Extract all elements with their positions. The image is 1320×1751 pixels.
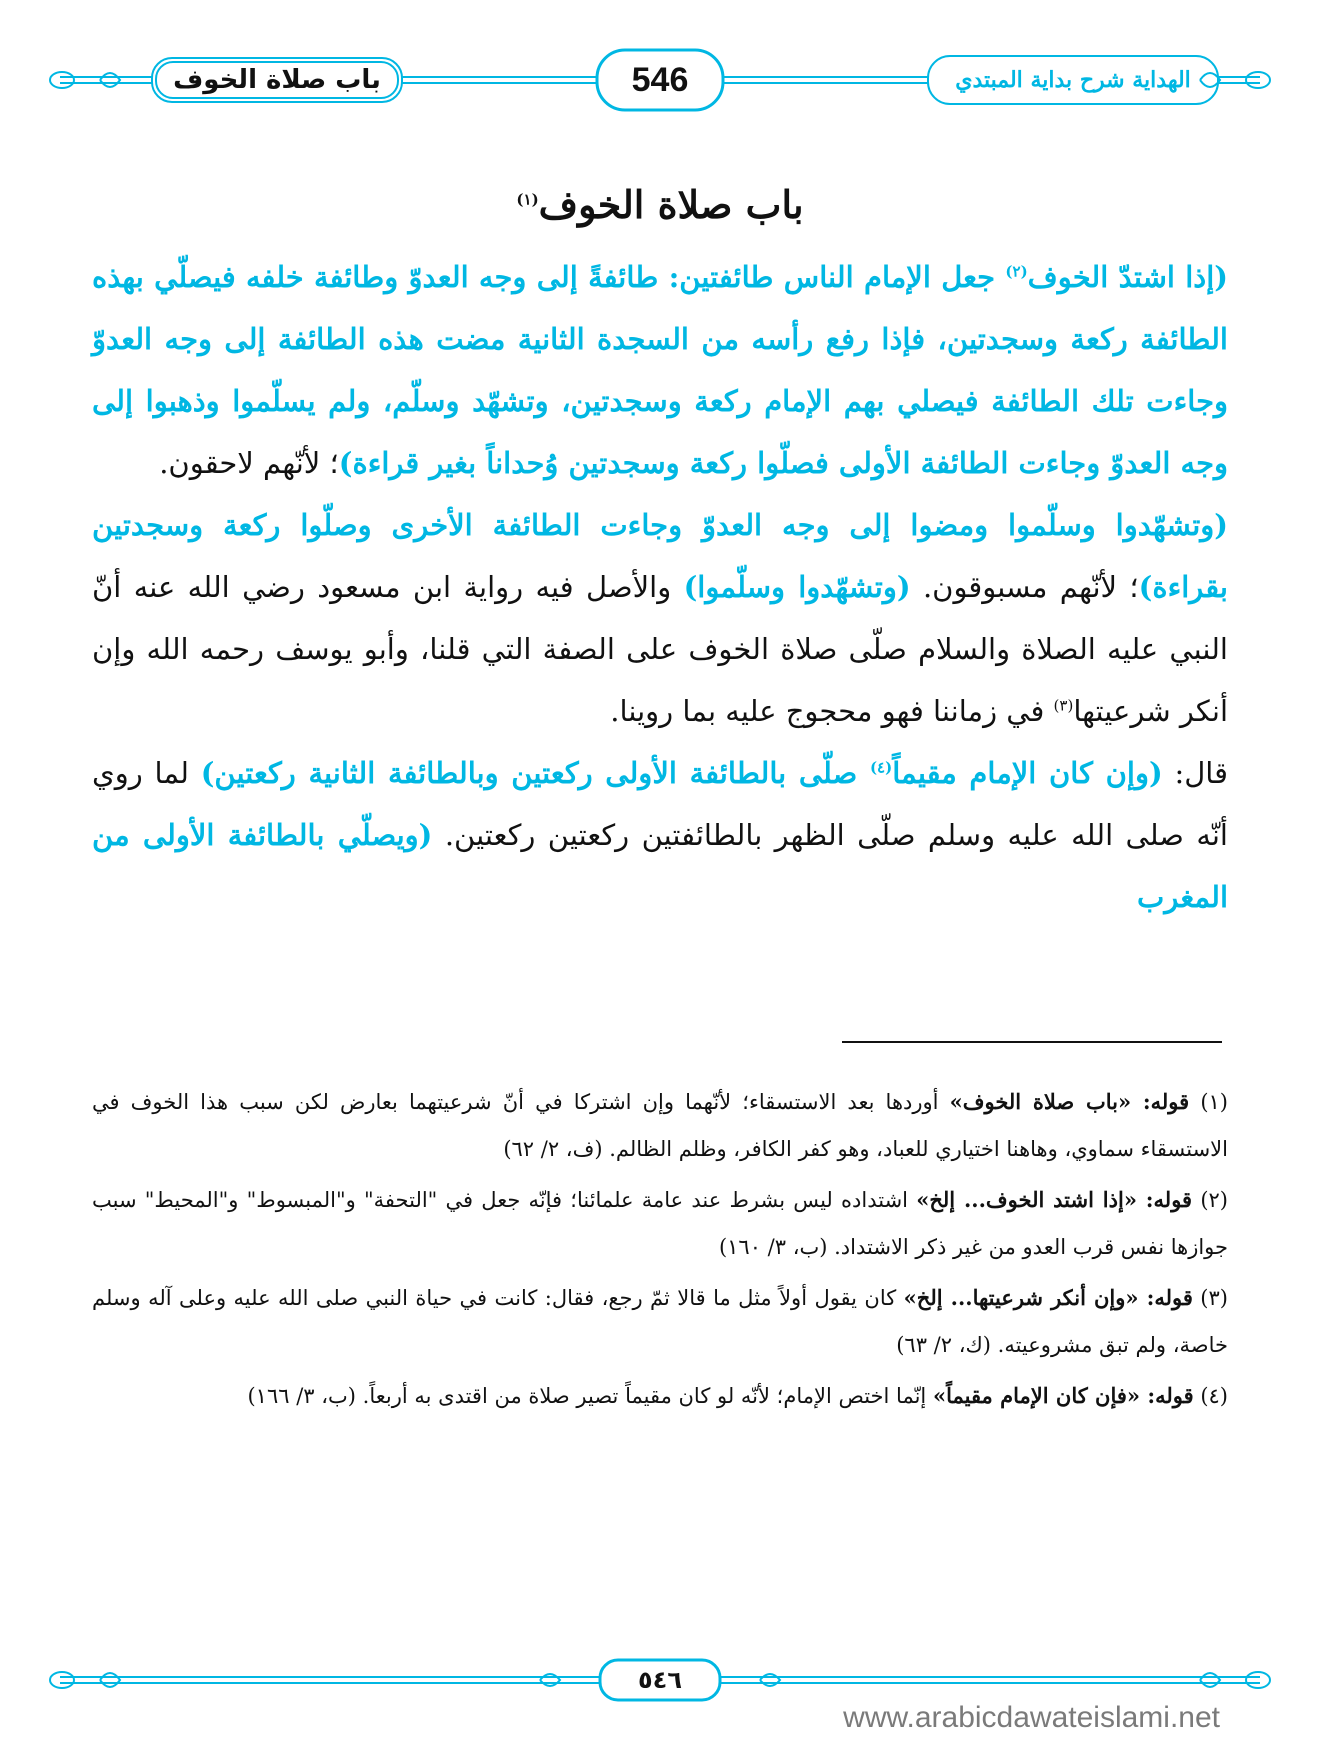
commentary-text: قال: xyxy=(1162,756,1229,790)
footnote-label: قوله: «إذا اشتد الخوف... إلخ» xyxy=(916,1187,1193,1212)
footnote-text: اشتداده ليس بشرط عند عامة علمائنا؛ فإنّه جعل في "التحفة" و"المبسوط" و"المحيط" سبب جوازها نفس قرب العدو من غير ذكر الاشتداد. (ب، ٣/ ١٦٠) xyxy=(92,1188,1228,1259)
matn-text: جعل الإمام الناس طائفتين: طائفةً إلى وجه العدوّ وطائفة خلفه فيصلّي بهذه الطائفة ركعة وسجدتين، فإذا رفع رأسه من السجدة الثانية مضت هذه الطائفة إلى وجه العدوّ وجاءت تلك الطائفة فيصلي بهم الإمام ركعة وسجدتين، وتشهّد وسلّم، ولم يسلّموا وذهبوا إلى وجه العدوّ وجاءت الطائفة الأولى فصلّوا ركعة وسجدتين وُحداناً بغير قراءة) xyxy=(92,260,1228,480)
paragraph-3 xyxy=(92,742,1228,928)
footnote-number: (٣) xyxy=(1200,1286,1228,1310)
main-text xyxy=(92,170,1228,928)
commentary-text: والأصل فيه رواية ابن مسعود رضي الله عنه أنّ النبي عليه الصلاة والسلام صلّى صلاة الخوف على الصفة التي قلنا، وأبو يوسف رحمه الله وإن أنكر شرعيتها xyxy=(92,570,1228,728)
commentary-text: ؛ لأنّهم مسبوقون. xyxy=(910,570,1139,604)
matn-text: صلّى بالطائفة الأولى ركعتين وبالطائفة الثانية ركعتين) xyxy=(200,756,870,790)
page-number: 546 xyxy=(631,60,689,99)
footnote-text: إنّما اختص الإمام؛ لأنّه لو كان مقيماً تصير صلاة من اقتدى به أربعاً. (ب، ٣/ ١٦٦) xyxy=(247,1384,933,1408)
footnote-2 xyxy=(92,1176,1228,1271)
commentary-text: لما روي أنّه صلى الله عليه وسلم صلّى الظهر بالطائفتين ركعتين ركعتين. xyxy=(92,756,1228,852)
footer-page-number: ٥٤٦ xyxy=(638,1666,682,1694)
page-header xyxy=(40,40,1280,120)
footnote-4 xyxy=(92,1372,1228,1420)
footnote-ref: (٢) xyxy=(1005,262,1028,281)
matn-text: (وتشهّدوا وسلّموا ومضوا إلى وجه العدوّ وجاءت الطائفة الأخرى وصلّوا ركعة وسجدتين بقراءة) xyxy=(92,508,1229,604)
paragraph-1 xyxy=(92,246,1228,494)
commentary-text: في زماننا فهو محجوج عليه بما روينا. xyxy=(610,694,1054,728)
matn-text: (إذا اشتدّ الخوف xyxy=(1027,260,1228,294)
footnote-1 xyxy=(92,1078,1228,1173)
footnote-ref: (٤) xyxy=(869,758,893,777)
footnote-number: (٤) xyxy=(1200,1384,1228,1408)
footnote-ref: (٣) xyxy=(1053,696,1074,715)
book-title: الهداية شرح بداية المبتدي xyxy=(955,67,1191,93)
chapter-heading-text: باب صلاة الخوف xyxy=(538,182,804,227)
footnote-divider xyxy=(842,1041,1222,1043)
paragraph-2 xyxy=(92,494,1228,742)
website-watermark: www.arabicdawateislami.net xyxy=(843,1701,1220,1734)
chapter-heading xyxy=(92,170,1228,240)
matn-text: (وإن كان الإمام مقيماً xyxy=(892,756,1163,790)
footnote-ref: (١) xyxy=(516,190,539,209)
footnote-3 xyxy=(92,1274,1228,1369)
matn-text: (وتشهّدوا وسلّموا) xyxy=(683,570,911,604)
footnote-number: (١) xyxy=(1200,1090,1228,1114)
footnote-number: (٢) xyxy=(1200,1188,1228,1212)
footnotes xyxy=(92,1078,1228,1423)
footnote-label: قوله: «فإن كان الإمام مقيماً» xyxy=(932,1383,1194,1408)
footnote-label: قوله: «وإن أنكر شرعيتها... إلخ» xyxy=(903,1285,1193,1310)
matn-text: (ويصلّي بالطائفة الأولى من المغرب xyxy=(92,818,1228,914)
running-chapter-title: باب صلاة الخوف xyxy=(173,65,381,95)
footnote-label: قوله: «باب صلاة الخوف» xyxy=(949,1089,1190,1114)
footnote-text: كان يقول أولاً مثل ما قالا ثمّ رجع، فقال: كانت في حياة النبي صلى الله عليه وعلى آله وسلم خاصة، ولم تبق مشروعيته. (ك، ٢/ ٦٣) xyxy=(92,1286,1228,1357)
footnote-text: أوردها بعد الاستسقاء؛ لأنّهما وإن اشتركا في أنّ شرعيتهما بعارض لكن سبب هذا الخوف في الاستسقاء سماوي، وهاهنا اختياري للعباد، وهو كفر الكافر، وظلم الظالم. (ف، ٢/ ٦٢) xyxy=(92,1090,1228,1161)
commentary-text: ؛ لأنّهم لاحقون. xyxy=(159,446,339,480)
